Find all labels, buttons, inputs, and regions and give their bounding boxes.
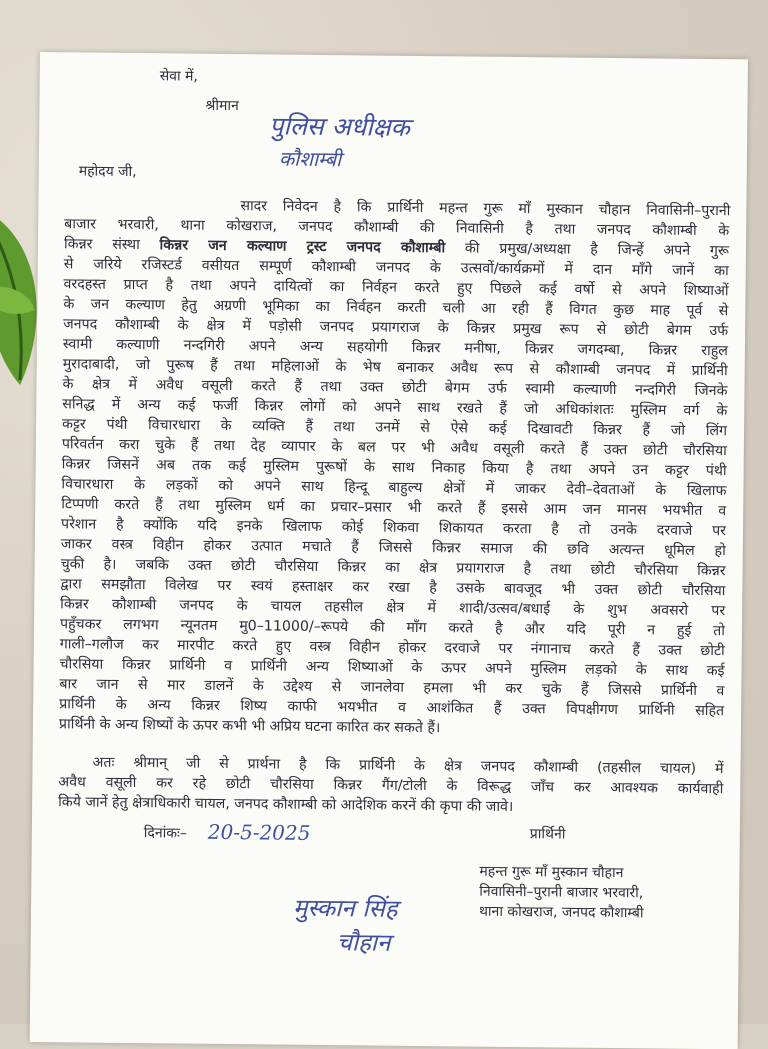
body-line: चौरसिया किन्नर प्रार्थिनी व प्रार्थिनी अन्य शिष्याओं के ऊपर अपने मुस्लिम लड़को के साथ कई [59,656,725,680]
body-line: बार जान से मार डालनें के उद्देश्य से जानलेवा हमला भी कर चुके हैं जिससे प्रार्थिनी व [59,676,725,700]
body-line: बाजार भरवारी, थाना कोखराज, जनपद कौशाम्बी की निवासिनी है तथा जनपद कौशाम्बी के [64,216,730,240]
body-line: से जरिये रजिस्टर्ड वसीयत सम्पूर्ण कौशाम्बी जनपद के उत्सवों/कार्यक्रमों में दान माँगे जानें का [63,256,729,280]
salutation-mahoday: महोदय जी, [78,163,137,181]
body-line: किन्नर कौशाम्बी जनपद के चायल तहसील क्षेत्र में शादी/उत्सव/बधाई के शुभ अवसरो पर [60,596,726,620]
body-line: मुरादाबादी, जो पुरूष हैं तथा महिलाओं के भेष बनाकर अवैध रूप से कौशाम्बी जनपद में प्रार्थिनी [62,356,728,380]
request-line: किये जानें हेतु क्षेत्राधिकारी चायल, जनपद कौशाम्बी को आदेशिक करनें की कृपा की जावे। [58,794,514,815]
body-line: गाली–गलौज कर मारपीट करते हुए वस्त्र विहीन होकर दरवाजे पर नंगानाच करते हैं उक्त छोटी [59,636,725,660]
body-line: कट्टर पंथी विचारधारा के व्यक्ति हैं तथा उनमें से ऐसे कई दिखावटी किन्नर हैं जो लिंग [62,416,728,440]
body-line: स्वामी कल्याणी नन्दगिरी अपने अन्य सहयोगी किन्नर मनीषा, किन्नर जगदम्बा, किन्नर राहुल [62,336,728,360]
trust-name: किन्नर जन कल्याण ट्रस्ट जनपद कौशाम्बी [159,237,446,257]
body-line: जाकर वस्त्र विहीन होकर उत्पात मचाते हैं जिससे किन्नर समाज की छवि अत्यन्त धूमिल हो [60,536,726,560]
body-line: के जन कल्याण हेतु अग्रणी भूमिका का निर्वहन करती चली आ रही हैं विगत कुछ माह पूर्व से [63,296,729,320]
addressee-place-handwritten: कौशाम्बी [278,146,342,172]
body-line: जनपद कौशाम्बी के क्षेत्र में पड़ोसी जनपद प्रयागराज के किन्नर प्रमुख रूप से छोटी बेगम उर्फ [63,316,729,340]
addressee-handwritten: पुलिस अधीक्षक [269,111,410,142]
body-line: प्रार्थिनी के अन्य शिष्यों के ऊपर कभी भी अप्रिय घटना कारित कर सकते हैं। [58,716,441,737]
body-line: पहुँचकर लगभग न्यूनतम मु0–11000/–रूपये की माँग करते है और यदि पूरी न हुई तो [59,616,726,640]
sender-name: महन्त गुरू माँ मुस्कान चौहान [479,863,624,882]
request-line: अवैध वसूली कर रहे छोटी चौरसिया किन्नर गैंग/टोली के विरूद्ध जाँच कर आवश्यक कार्यवाही [58,774,724,798]
body-line: द्वारा समझौता विलेख पर स्वयं हस्ताक्षर कर रखा है उसके बावजूद भी उक्त छोटी चौरसिया [60,576,726,600]
prarthini-label: प्रार्थिनी [529,826,566,843]
body-bold-pre: किन्नर संस्था [63,236,160,254]
body-line: सादर निवेदन है कि प्रार्थिनी महन्त गुरू माँ मुस्कान चौहान निवासिनी–पुरानी [240,198,731,220]
body-line: किन्नर जिसनें अब तक कई मुस्लिम पुरूषों के साथ निकाह किया है तथा अपने उन कट्टर पंथी [61,456,727,480]
body-line: परिवर्तन करा चुके हैं तथा देह व्यापार के बल पर भी अवैध वसूली करते हैं उक्त छोटी चौरसिया [61,436,727,460]
body-line: के क्षेत्र में अवैध वसूली करते हैं तथा उक्त छोटी बेगम उर्फ स्वामी कल्याणी नन्दगिरी जिनके [62,376,728,400]
sender-address-line2: थाना कोखराज, जनपद कौशाम्बी [478,903,644,922]
sender-address-line1: निवासिनी–पुरानी बाजार भरवारी, [479,883,644,902]
body-line: वरदहस्त प्राप्त है तथा अपने दायित्वों का निर्वहन करते हुए पिछले कई वर्षो से अपने शिष्याओं [63,276,729,300]
date-label: दिनांकः– [143,825,187,842]
request-line: अतः श्रीमान् जी से प्रार्थना है कि प्रार्थिनी के क्षेत्र जनपद कौशाम्बी (तहसील चायल) में [92,754,724,778]
body-line: विचारधारा के लड़कों को अपने साथ हिन्दू बाहुल्य क्षेत्रों में जाकर देवी–देवताओं के खिलाफ [61,476,727,500]
body-line: प्रार्थिनी के अन्य किन्नर शिष्य काफी भयभीत व आशंकित हैं उक्त विपक्षीगण प्रार्थिनी सहित [59,696,725,720]
signature-line2: चौहान [336,928,391,957]
salutation-to: सेवा में, [159,68,198,85]
signature-line1: मुस्कान सिंह [292,893,398,923]
body-bold-post: की प्रमुख/अध्यक्षा है जिन्हें अपने गुरू [445,240,730,260]
body-line: सनिद्ध में अन्य कई फर्जी किन्नर लोगों को अपने साथ रखते हैं जो अधिकांशतः मुस्लिम वर्ग के [62,396,728,420]
salutation-shriman: श्रीमान [205,97,239,115]
body-line: परेशान है क्योंकि यदि इनके खिलाफ कोई शिकवा शिकायत करता है तो उनके दरवाजे पर [60,516,727,540]
body-line: टिप्पणी करते हैं तथा मुस्लिम धर्म का प्रचार–प्रसार भी करते हैं इससे आम जन मानस भयभीत व [61,496,727,520]
date-handwritten: 20-5-2025 [207,819,311,845]
body-line: चुकी है। जबकि उक्त छोटी चौरसिया किन्नर का क्षेत्र प्रयागराज है तथा छोटी चौरसिया किन्नर [60,556,726,580]
letter-paper [30,52,748,1049]
